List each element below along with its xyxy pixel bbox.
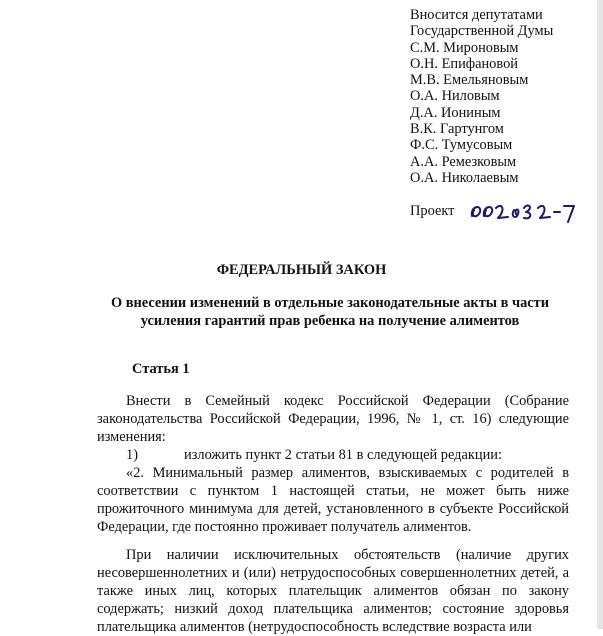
author-name: В.К. Гартунгом (410, 121, 504, 138)
project-label: Проект (410, 202, 455, 219)
item-number: 1) (126, 447, 138, 463)
authors-intro-line: Вносится депутатами (410, 7, 543, 23)
project-number-line (410, 196, 578, 226)
author-name: О.А. Ниловым (410, 88, 500, 105)
handwritten-project-number (468, 196, 578, 226)
article-body (97, 392, 569, 636)
paragraph: Внести в Семейный кодекс Российской Федерации (Собрание законодательства Российской Федерации, 1996, № 1, ст. 16) следующие изменения: (97, 393, 569, 445)
author-name: С.М. Мироновым (410, 39, 519, 56)
subtitle-line: усиления гарантий прав ребенка на получение алиментов (140, 313, 520, 329)
subtitle-line: О внесении изменений в отдельные законодательные акты в части (110, 295, 550, 311)
author-name: Д.А. Иониным (410, 104, 501, 121)
numbered-item (97, 446, 569, 464)
law-title: ФЕДЕРАЛЬНЫЙ ЗАКОН (216, 262, 387, 278)
author-name: Ф.С. Тумусовым (410, 137, 513, 154)
authors-block (410, 7, 553, 186)
paragraph: «2. Минимальный размер алиментов, взыскиваемых с родителей в соответствии с пунктом 1 настоящей статьи, не может быть ниже прожиточного минимума для детей, установленного в субъекте Российской Федерации, где постоянно проживает получатель алиментов. (97, 465, 569, 535)
article-heading: Статья 1 (132, 361, 190, 377)
author-name: А.А. Ремезковым (410, 153, 517, 170)
law-subtitle (60, 294, 600, 330)
item-text: изложить пункт 2 статьи 81 в следующей редакции: (184, 447, 502, 463)
author-name: О.Н. Епифановой (410, 55, 518, 72)
authors-intro-line: Государственной Думы (410, 23, 554, 40)
author-name: М.В. Емельяновым (410, 72, 529, 89)
author-name: О.А. Николаевым (410, 169, 519, 186)
paragraph: При наличии исключительных обстоятельств (наличие других несовершеннолетних и (или) нетрудоспособных совершеннолетних детей, а также иных лиц, которых плательщик алиментов обязан по закону содержать; низкий доход плательщика алиментов; состояние здоровья плательщика алиментов (нетрудоспособность вследствие возраста или (97, 547, 569, 635)
